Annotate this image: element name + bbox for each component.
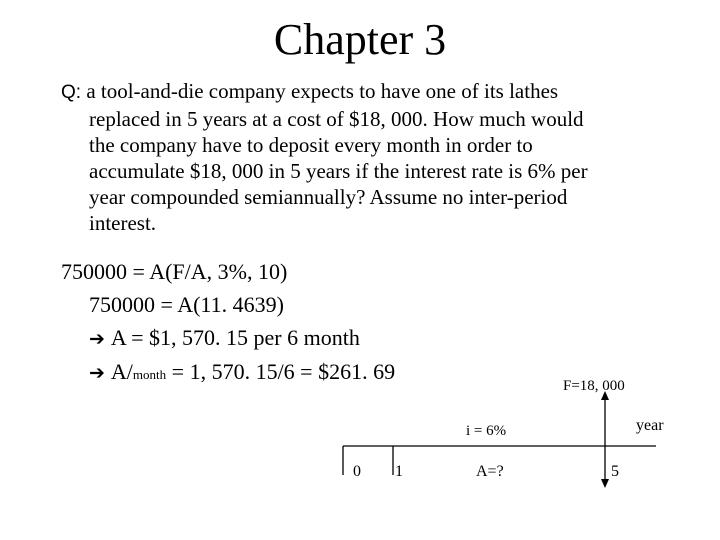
tick-label-1: 1 bbox=[395, 463, 403, 480]
interest-rate-label: i = 6% bbox=[466, 423, 507, 439]
equation-4-subscript: month bbox=[132, 367, 167, 382]
question-line-3: accumulate $18, 000 in 5 years if the interest rate is 6% per bbox=[89, 159, 588, 183]
tick-label-5: 5 bbox=[611, 463, 619, 480]
equation-1: 750000 = A(F/A, 3%, 10) bbox=[61, 259, 288, 284]
question-line-1: replaced in 5 years at a cost of $18, 000. How much would bbox=[89, 107, 584, 131]
question-line-4: year compounded semiannually? Assume no inter-period bbox=[89, 185, 568, 209]
equation-4-rest: = 1, 570. 15/6 = $261. 69 bbox=[166, 359, 396, 384]
equation-3-text: A = $1, 570. 15 per 6 month bbox=[110, 325, 360, 350]
right-arrow-icon: ➔ bbox=[89, 362, 105, 384]
equation-4-prefix: A/ bbox=[110, 359, 133, 384]
question-line-5: interest. bbox=[89, 211, 157, 235]
equation-2: 750000 = A(11. 4639) bbox=[89, 292, 284, 317]
slide-title: Chapter 3 bbox=[273, 15, 447, 64]
payment-label: A=? bbox=[476, 463, 504, 480]
payment-arrowhead bbox=[601, 479, 609, 488]
axis-label-year: year bbox=[636, 417, 664, 434]
question-line-0: a tool-and-die company expects to have one of its lathes bbox=[81, 79, 559, 103]
question-line-2: the company have to deposit every month in order to bbox=[89, 133, 533, 157]
right-arrow-icon: ➔ bbox=[89, 328, 105, 350]
tick-label-0: 0 bbox=[353, 463, 361, 480]
future-value-label: F=18, 000 bbox=[563, 378, 625, 394]
question-label: Q: bbox=[61, 82, 82, 103]
